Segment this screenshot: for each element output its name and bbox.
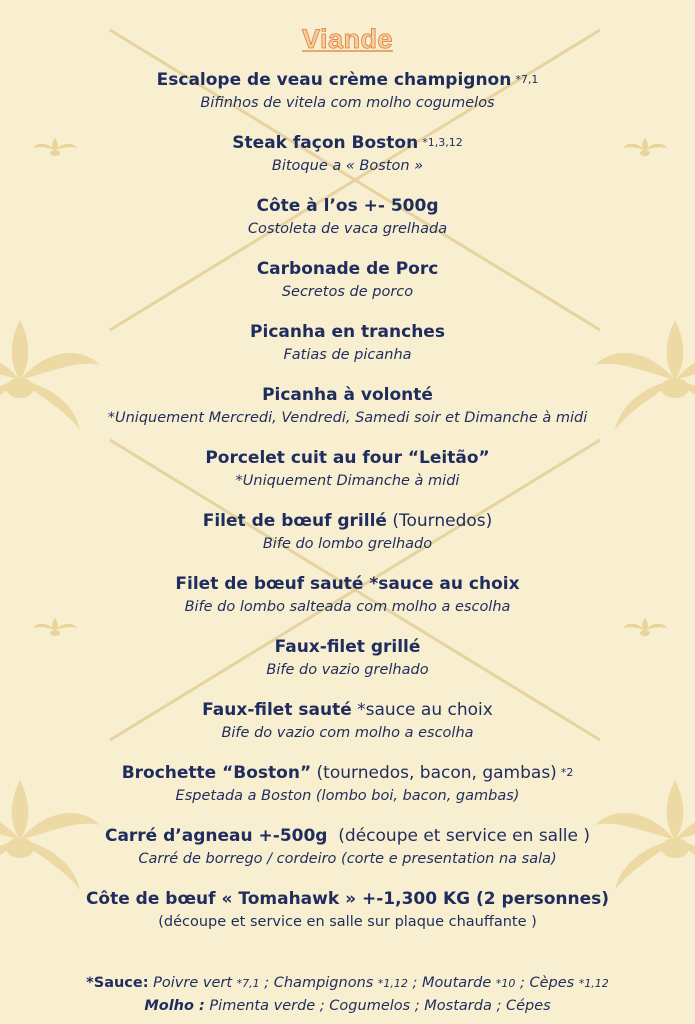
dish-name: Faux-filet grillé [274, 637, 421, 657]
menu-item [0, 572, 695, 635]
dish-name-line [0, 887, 695, 911]
menu-item [0, 824, 695, 887]
dish-translation: Espetada a Boston (lombo boi, bacon, gambas) [175, 788, 520, 804]
menu-item [0, 257, 695, 320]
dish-name-line [0, 698, 695, 722]
dish-translation: Fatias de picanha [283, 347, 412, 363]
allergen-code: *1,12 [377, 977, 408, 990]
dish-name: Côte à l’os +- 500g [256, 196, 439, 216]
dish-name-line [0, 257, 695, 281]
dish-translation: Carré de borrego / cordeiro (corte e presentation na sala) [138, 851, 557, 867]
sauce-option: Poivre vert [148, 975, 237, 991]
dish-translation: Bitoque a « Boston » [271, 158, 424, 174]
allergen-code: *7,1 [236, 977, 260, 990]
dish-name-line [0, 194, 695, 218]
dish-name-line [0, 635, 695, 659]
dish-name: Porcelet cuit au four “Leitão” [205, 448, 490, 468]
sauce-option: ; Champignons [259, 975, 378, 991]
allergen-code: *10 [495, 977, 516, 990]
sauce-line [0, 972, 695, 995]
dish-name-line [0, 320, 695, 344]
dish-name: Carbonade de Porc [256, 259, 439, 279]
allergen-code: *1,12 [578, 977, 609, 990]
dish-name-line [0, 824, 695, 848]
sauce-option: ; Cèpes [515, 975, 579, 991]
menu-item [0, 320, 695, 383]
allergen-code: *7,1 [515, 73, 539, 86]
dish-translation: Bife do lombo grelhado [262, 536, 433, 552]
dish-note: (tournedos, bacon, gambas) [311, 763, 557, 783]
dish-name: Picanha en tranches [250, 322, 445, 342]
dish-name: Côte de bœuf « Tomahawk » +-1,300 KG (2 personnes) [85, 889, 610, 909]
menu-item [0, 68, 695, 131]
dish-name-line [0, 761, 695, 785]
menu-item [0, 383, 695, 446]
dish-translation: Bifinhos de vitela com molho cogumelos [200, 95, 495, 111]
menu-item [0, 887, 695, 950]
sauce-footer [0, 972, 695, 1017]
dish-name: Filet de bœuf sauté *sauce au choix [175, 574, 520, 594]
sauce-option: ; Moutarde [407, 975, 496, 991]
dish-note: (Tournedos) [386, 511, 493, 531]
dish-name: Steak façon Boston [232, 133, 419, 153]
allergen-code: *2 [560, 766, 574, 779]
dish-name-line [0, 509, 695, 533]
sauce-label: *Sauce: [86, 975, 149, 991]
menu-items-list [0, 68, 695, 950]
dish-translation: Bife do vazio com molho a escolha [221, 725, 474, 741]
dish-name-line [0, 572, 695, 596]
molho-line [0, 995, 695, 1017]
dish-translation: (découpe et service en salle sur plaque chauffante ) [158, 914, 537, 930]
allergen-code: *1,3,12 [422, 136, 463, 149]
menu-item [0, 635, 695, 698]
menu-item [0, 698, 695, 761]
dish-name: Escalope de veau crème champignon [156, 70, 512, 90]
dish-note: *sauce au choix [351, 700, 493, 720]
molho-text: Pimenta verde ; Cogumelos ; Mostarda ; Cépes [204, 998, 551, 1014]
dish-translation: Bife do lombo salteada com molho a escolha [184, 599, 511, 615]
dish-note: (découpe et service en salle ) [327, 826, 591, 846]
dish-translation: Bife do vazio grelhado [266, 662, 429, 678]
dish-translation: *Uniquement Dimanche à midi [235, 473, 460, 489]
menu-item [0, 761, 695, 824]
dish-name-line [0, 383, 695, 407]
section-title: Viande [301, 24, 394, 54]
dish-name: Brochette “Boston” [121, 763, 312, 783]
dish-name: Picanha à volonté [262, 385, 433, 405]
dish-name-line [0, 68, 695, 92]
dish-name-line [0, 446, 695, 470]
dish-translation: Costoleta de vaca grelhada [247, 221, 448, 237]
molho-label: Molho : [144, 998, 205, 1014]
menu-item [0, 194, 695, 257]
menu-item [0, 509, 695, 572]
dish-name: Carré d’agneau +-500g [104, 826, 328, 846]
dish-translation: Secretos de porco [281, 284, 414, 300]
dish-translation: *Uniquement Mercredi, Vendredi, Samedi soir et Dimanche à midi [107, 410, 588, 426]
dish-name: Filet de bœuf grillé [202, 511, 387, 531]
menu-item [0, 446, 695, 509]
dish-name: Faux-filet sauté [202, 700, 352, 720]
dish-name-line [0, 131, 695, 155]
menu-item [0, 131, 695, 194]
